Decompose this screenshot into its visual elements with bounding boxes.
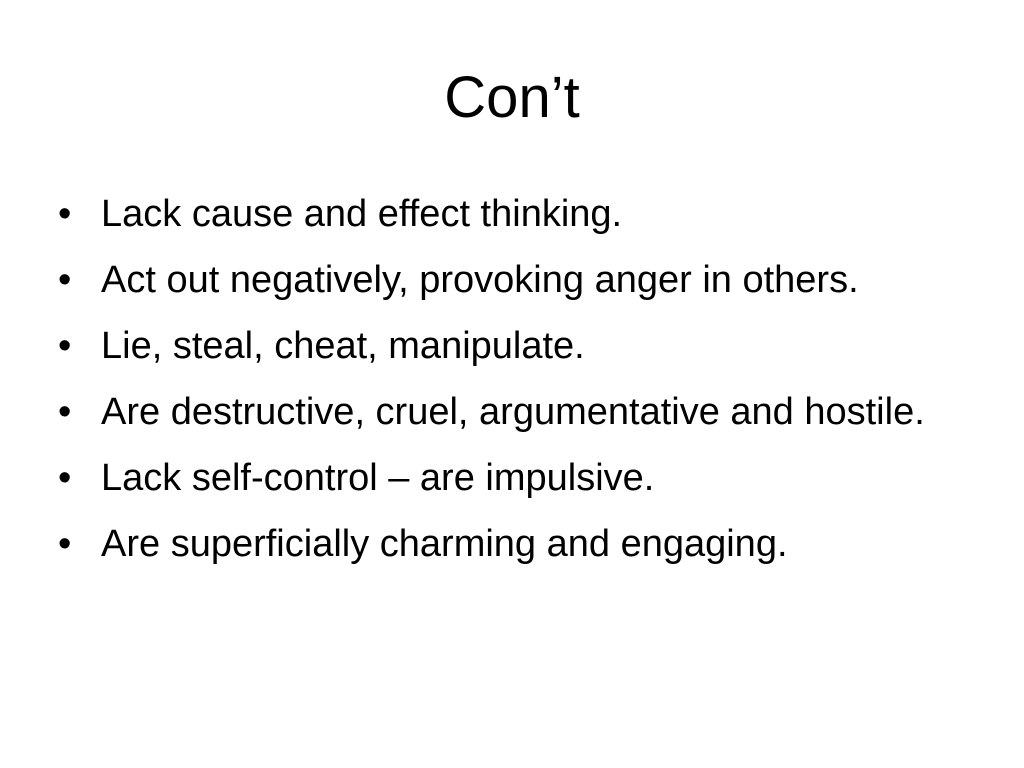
bullet-icon: • — [58, 325, 72, 367]
bullet-icon: • — [58, 523, 72, 565]
bullet-icon: • — [58, 193, 72, 235]
bullet-text: Act out negatively, provoking anger in others. — [101, 259, 859, 301]
bullet-text: Lack self-control – are impulsive. — [101, 457, 655, 499]
bullet-item — [58, 188, 958, 240]
bullet-text: Lie, steal, cheat, manipulate. — [101, 325, 585, 367]
bullet-text: Are superficially charming and engaging. — [101, 523, 788, 565]
bullet-item — [58, 452, 958, 504]
bullet-item — [58, 320, 958, 372]
bullet-list — [58, 188, 958, 584]
bullet-icon: • — [58, 259, 72, 301]
bullet-icon: • — [58, 457, 72, 499]
bullet-item — [58, 254, 958, 306]
bullet-icon: • — [58, 391, 72, 433]
bullet-item — [58, 386, 958, 438]
bullet-text: Lack cause and effect thinking. — [101, 193, 623, 235]
bullet-item — [58, 518, 958, 570]
slide-title: Con’t — [444, 65, 580, 130]
bullet-text: Are destructive, cruel, argumentative and hostile. — [101, 391, 925, 433]
